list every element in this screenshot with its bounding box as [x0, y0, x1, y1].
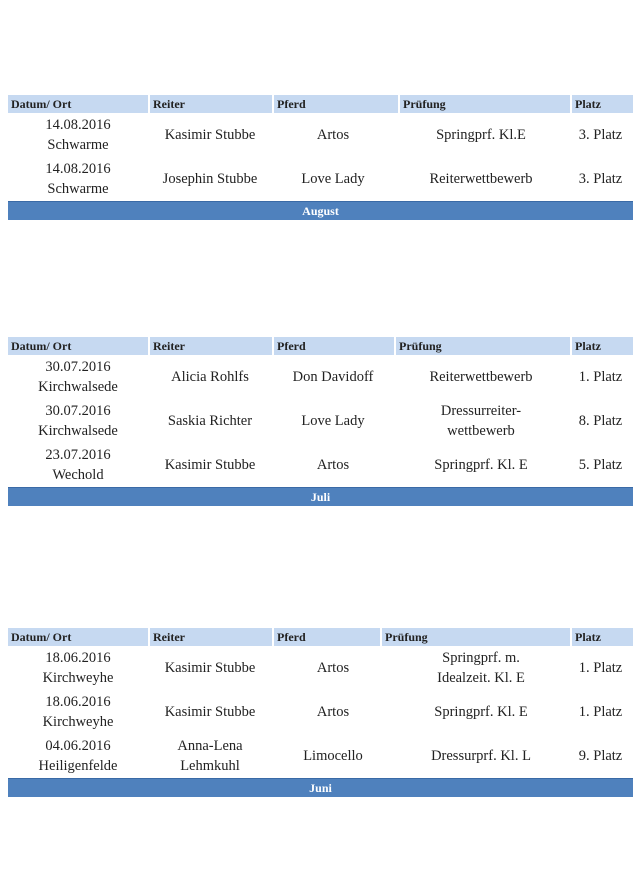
header-horse: Pferd — [274, 337, 394, 355]
test-cell: Reiterwettbewerb — [429, 369, 533, 385]
header-test: Prüfung — [396, 337, 570, 355]
place-cell: 8. Platz — [578, 413, 623, 429]
header-date: Datum/ Ort — [8, 628, 148, 646]
test-cell: Reiterwettbewerb — [429, 171, 533, 187]
header-place: Platz — [572, 337, 633, 355]
table-row — [8, 113, 633, 157]
horse-cell: Artos — [316, 127, 350, 143]
header-horse: Pferd — [274, 628, 380, 646]
results-table — [8, 337, 633, 506]
header-test: Prüfung — [400, 95, 570, 113]
date-location-cell: 14.08.2016 Schwarme — [45, 161, 111, 197]
test-cell: Dressurprf. Kl. L — [431, 748, 531, 764]
rider-cell: Kasimir Stubbe — [164, 704, 256, 720]
place-cell: 1. Platz — [578, 660, 623, 676]
horse-cell: Artos — [316, 704, 350, 720]
header-date: Datum/ Ort — [8, 337, 148, 355]
header-test: Prüfung — [382, 628, 570, 646]
horse-cell: Love Lady — [301, 171, 365, 187]
date-location-cell: 18.06.2016 Kirchweyhe — [42, 650, 114, 686]
rider-cell: Anna-Lena Lehmkuhl — [177, 738, 243, 774]
place-cell: 3. Platz — [578, 127, 623, 143]
header-rider: Reiter — [150, 337, 272, 355]
results-table — [8, 628, 633, 797]
rider-cell: Kasimir Stubbe — [164, 660, 256, 676]
month-bar: Juli — [8, 487, 633, 506]
date-location-cell: 30.07.2016 Kirchwalsede — [38, 403, 118, 439]
header-date: Datum/ Ort — [8, 95, 148, 113]
header-rider: Reiter — [150, 95, 272, 113]
rider-cell: Josephin Stubbe — [162, 171, 258, 187]
date-location-cell: 14.08.2016 Schwarme — [45, 117, 111, 153]
date-location-cell: 23.07.2016 Wechold — [45, 447, 111, 483]
table-row — [8, 399, 633, 443]
place-cell: 1. Platz — [578, 704, 623, 720]
date-location-cell: 18.06.2016 Kirchweyhe — [42, 694, 114, 730]
test-cell: Dressurreiter- wettbewerb — [440, 403, 522, 439]
test-cell: Springprf. Kl.E — [436, 127, 526, 143]
header-horse: Pferd — [274, 95, 398, 113]
month-bar: Juni — [8, 778, 633, 797]
horse-cell: Artos — [316, 457, 350, 473]
place-cell: 9. Platz — [578, 748, 623, 764]
horse-cell: Don Davidoff — [292, 369, 374, 385]
rider-cell: Kasimir Stubbe — [164, 457, 256, 473]
table-row — [8, 734, 633, 778]
horse-cell: Love Lady — [301, 413, 365, 429]
header-place: Platz — [572, 95, 633, 113]
test-cell: Springprf. Kl. E — [434, 457, 528, 473]
rider-cell: Saskia Richter — [167, 413, 253, 429]
place-cell: 5. Platz — [578, 457, 623, 473]
rider-cell: Alicia Rohlfs — [171, 369, 249, 385]
table-row — [8, 690, 633, 734]
table-row — [8, 646, 633, 690]
month-bar: August — [8, 201, 633, 220]
table-header — [8, 628, 633, 646]
header-place: Platz — [572, 628, 633, 646]
results-table — [8, 95, 633, 220]
date-location-cell: 30.07.2016 Kirchwalsede — [38, 359, 118, 395]
table-row — [8, 157, 633, 201]
test-cell: Springprf. Kl. E — [434, 704, 528, 720]
date-location-cell: 04.06.2016 Heiligenfelde — [38, 738, 118, 774]
horse-cell: Limocello — [303, 748, 363, 764]
header-rider: Reiter — [150, 628, 272, 646]
place-cell: 1. Platz — [578, 369, 623, 385]
table-row — [8, 443, 633, 487]
place-cell: 3. Platz — [578, 171, 623, 187]
horse-cell: Artos — [316, 660, 350, 676]
test-cell: Springprf. m. Idealzeit. Kl. E — [437, 650, 525, 686]
rider-cell: Kasimir Stubbe — [164, 127, 256, 143]
table-header — [8, 337, 633, 355]
table-header — [8, 95, 633, 113]
table-row — [8, 355, 633, 399]
